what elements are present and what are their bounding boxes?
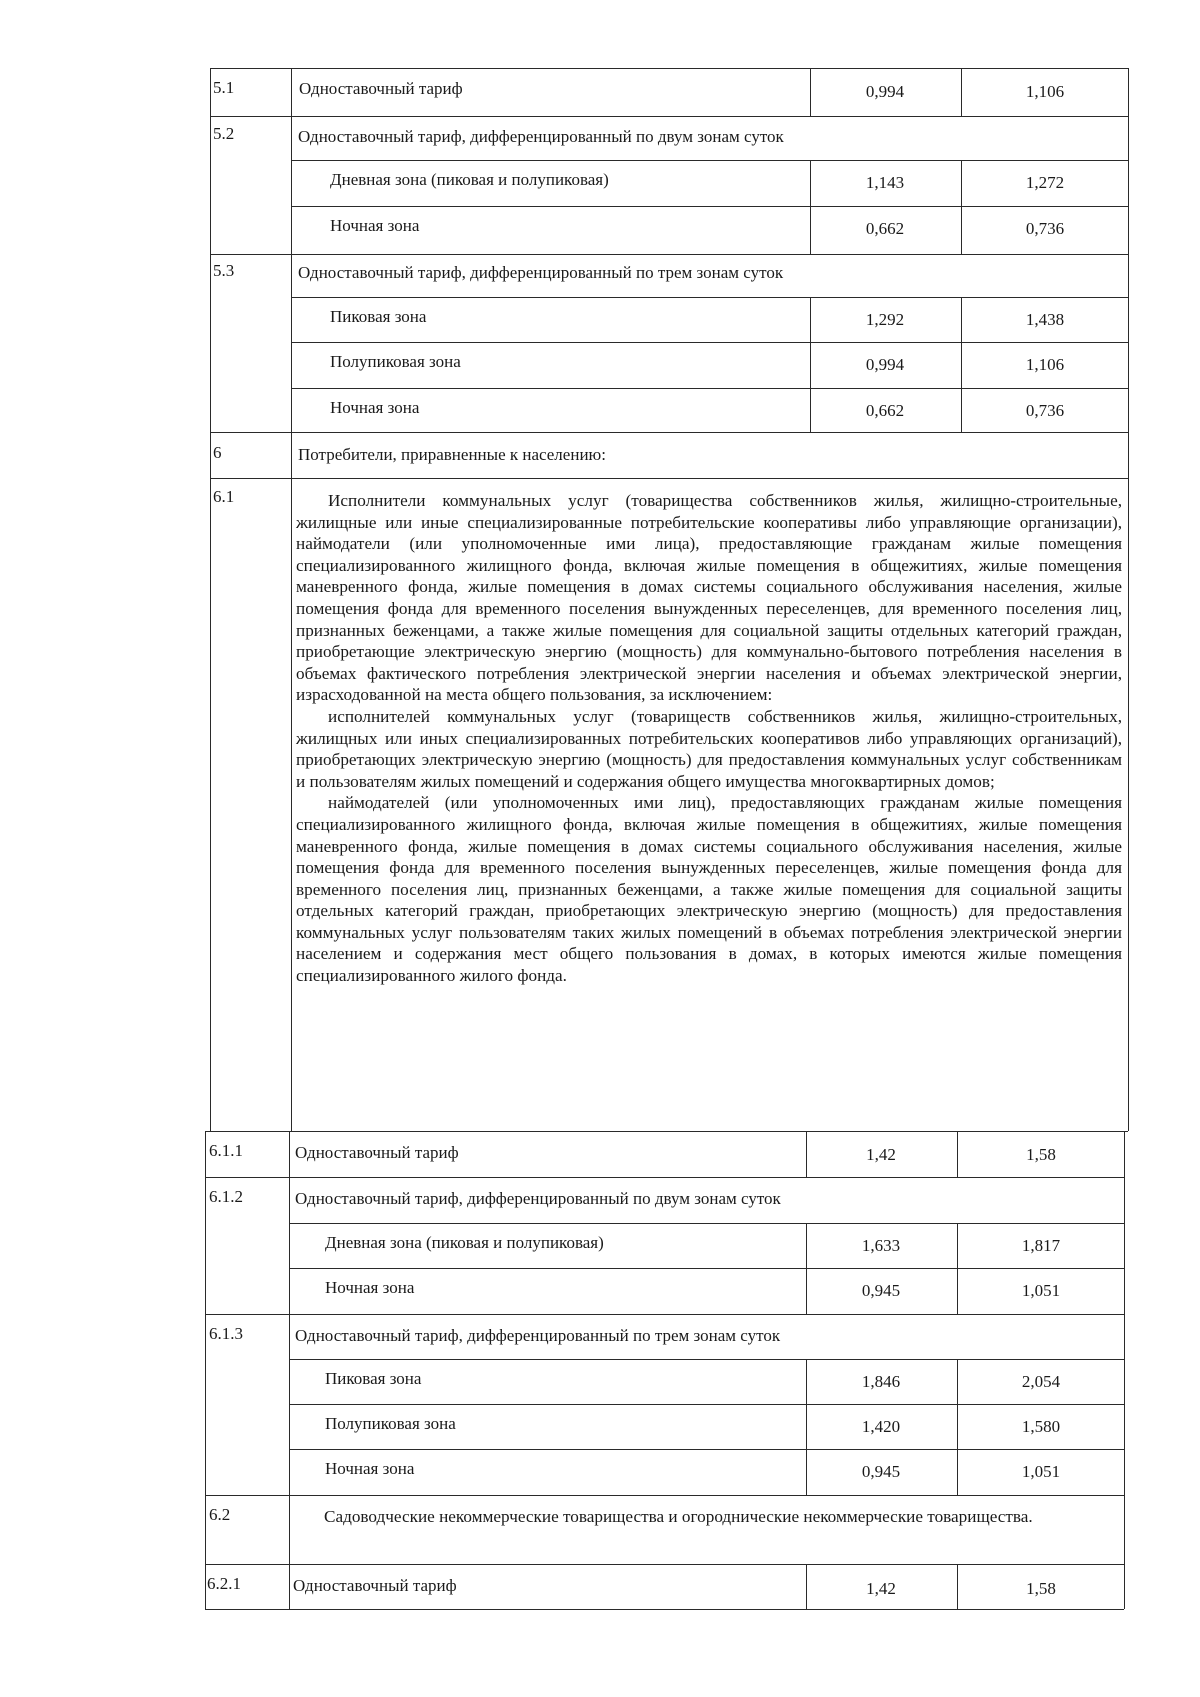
grid-line [289,1268,1124,1269]
row-label: Одноставочный тариф [293,1576,457,1595]
grid-line [291,388,1128,389]
tariff-value-2: 1,580 [1021,1417,1061,1436]
row-number: 6.1.2 [209,1187,243,1206]
tariff-value-2: 1,106 [1025,82,1065,101]
paragraph: Садоводческие некоммерческие товарищества и огороднические некоммерческие товарищества. [324,1507,1033,1526]
row-number: 6.1.1 [209,1141,243,1160]
tariff-value-2: 1,58 [1026,1145,1056,1164]
row-label: Потребители, приравненные к населению: [298,445,606,464]
grid-line [289,1131,290,1609]
grid-line [205,1314,1124,1315]
paragraph: Исполнители коммунальных услуг (товарищества собственников жилья, жилищно-строительные, жилищные или иные специализированные потребительские кооперативы либо управляющие организации), наймодатели (или уполномоченные ими лица), предоставляющие гражданам жилые помещения специализированного жилищного фонда, включая жилые помещения в общежитиях, жилые помещения маневренного фонда, жилые помещения в домах системы социального обслуживания населения, жилые помещения фонда для временного поселения вынужденных переселенцев, для временного поселения лиц, признанных беженцами, а также жилые помещения для социальной защиты отдельных категорий граждан, приобретающие электрическую энергию (мощность) для коммунально-бытового потребления населения в объемах фактического потребления электрической энергии населения и объемах электрической энергии, израсходованной на места общего пользования, за исключением: [296,491,1122,705]
grid-line [291,342,1128,343]
row-label: Одноставочный тариф [299,79,463,98]
grid-line [210,254,1128,255]
tariff-value-2: 1,58 [1026,1579,1056,1598]
row-label: Одноставочный тариф [295,1143,459,1162]
row-number: 6.2.1 [207,1574,241,1593]
tariff-value-1: 1,846 [861,1372,901,1391]
grid-line [289,1359,1124,1360]
grid-line [210,116,1128,117]
paragraph: исполнителей коммунальных услуг (товариществ собственников жилья, жилищно-строительных, жилищных или иных специализированных потребительских кооперативов либо управляющих организаций), приобретающих электрическую энергию (мощность) для предоставления коммунальных услуг собственникам и пользователям жилых помещений и содержания общего имущества многоквартирных домов; [296,706,1122,791]
row-number: 6.1.3 [209,1324,243,1343]
grid-line [205,1177,1124,1178]
row-label: Ночная зона [325,1278,415,1297]
tariff-value-2: 0,736 [1025,219,1065,238]
row-label: Ночная зона [330,398,420,417]
row-label: Дневная зона (пиковая и полупиковая) [330,170,609,189]
grid-line [205,1609,1124,1610]
grid-line [289,1223,1124,1224]
tariff-value-2: 1,051 [1021,1281,1061,1300]
tariff-value-2: 1,106 [1025,355,1065,374]
tariff-value-1: 0,945 [861,1281,901,1300]
row-number: 5.1 [213,78,235,97]
row-number: 6 [213,443,222,462]
tariff-value-2: 1,051 [1021,1462,1061,1481]
row-label: Пиковая зона [325,1369,422,1388]
consumer-description [296,490,1122,987]
row-label: Полупиковая зона [330,352,461,371]
tariff-value-2: 2,054 [1021,1372,1061,1391]
tariff-value-1: 1,42 [866,1579,896,1598]
row-number: 6.1 [213,487,235,506]
grid-line [210,68,1128,69]
grid-line [291,206,1128,207]
row-label: Пиковая зона [330,307,427,326]
tariff-value-1: 1,633 [861,1236,901,1255]
tariff-value-1: 0,994 [865,355,905,374]
tariff-value-1: 1,420 [861,1417,901,1436]
tariff-value-1: 1,143 [865,173,905,192]
grid-line [210,68,211,1131]
row-label: Ночная зона [325,1459,415,1478]
row-label: Одноставочный тариф, дифференцированный по трем зонам суток [298,263,784,282]
tariff-value-2: 0,736 [1025,401,1065,420]
row-number: 5.2 [213,124,235,143]
grid-line [1124,1131,1125,1609]
row-label: Одноставочный тариф, дифференцированный по двум зонам суток [298,127,784,146]
tariff-value-2: 1,438 [1025,310,1065,329]
row-number: 5.3 [213,261,235,280]
grid-line [210,478,1128,479]
grid-line [291,68,292,1131]
tariff-value-1: 1,42 [866,1145,896,1164]
row-label: Ночная зона [330,216,420,235]
grid-line [205,1131,1124,1132]
grid-line [205,1131,206,1609]
tariff-value-1: 0,945 [861,1462,901,1481]
tariff-value-1: 0,994 [865,82,905,101]
grid-line [289,1449,1124,1450]
tariff-value-2: 1,817 [1021,1236,1061,1255]
tariff-value-1: 0,662 [865,219,905,238]
row-label: Полупиковая зона [325,1414,456,1433]
grid-line [1128,68,1129,1131]
tariff-value-2: 1,272 [1025,173,1065,192]
row-number: 6.2 [209,1505,231,1524]
grid-line [289,1404,1124,1405]
grid-line [291,160,1128,161]
grid-line [205,1495,1124,1496]
paragraph: наймодателей (или уполномоченных ими лиц), предоставляющих гражданам жилые помещения специализированного жилищного фонда, включая жилые помещения в общежитиях, жилые помещения маневренного фонда, жилые помещения в домах системы социального обслуживания населения, жилые помещения фонда для временного поселения вынужденных переселенцев, жилые помещения фонда для временного поселения лиц, признанных беженцами, а также жилые помещения для социальной защиты отдельных категорий граждан, приобретающих электрическую энергию (мощность) для предоставления коммунальных услуг пользователям таких жилых помещений в объемах потребления электрической энергии населением и содержания мест общего пользования в домах, в которых имеются жилые помещения специализированного жилого фонда. [296,793,1122,986]
consumer-description [292,1507,1122,1526]
row-label: Одноставочный тариф, дифференцированный по трем зонам суток [295,1326,781,1345]
tariff-value-1: 1,292 [865,310,905,329]
grid-line [205,1564,1124,1565]
tariff-value-1: 0,662 [865,401,905,420]
grid-line [210,432,1128,433]
grid-line [291,297,1128,298]
row-label: Одноставочный тариф, дифференцированный по двум зонам суток [295,1189,781,1208]
row-label: Дневная зона (пиковая и полупиковая) [325,1233,604,1252]
